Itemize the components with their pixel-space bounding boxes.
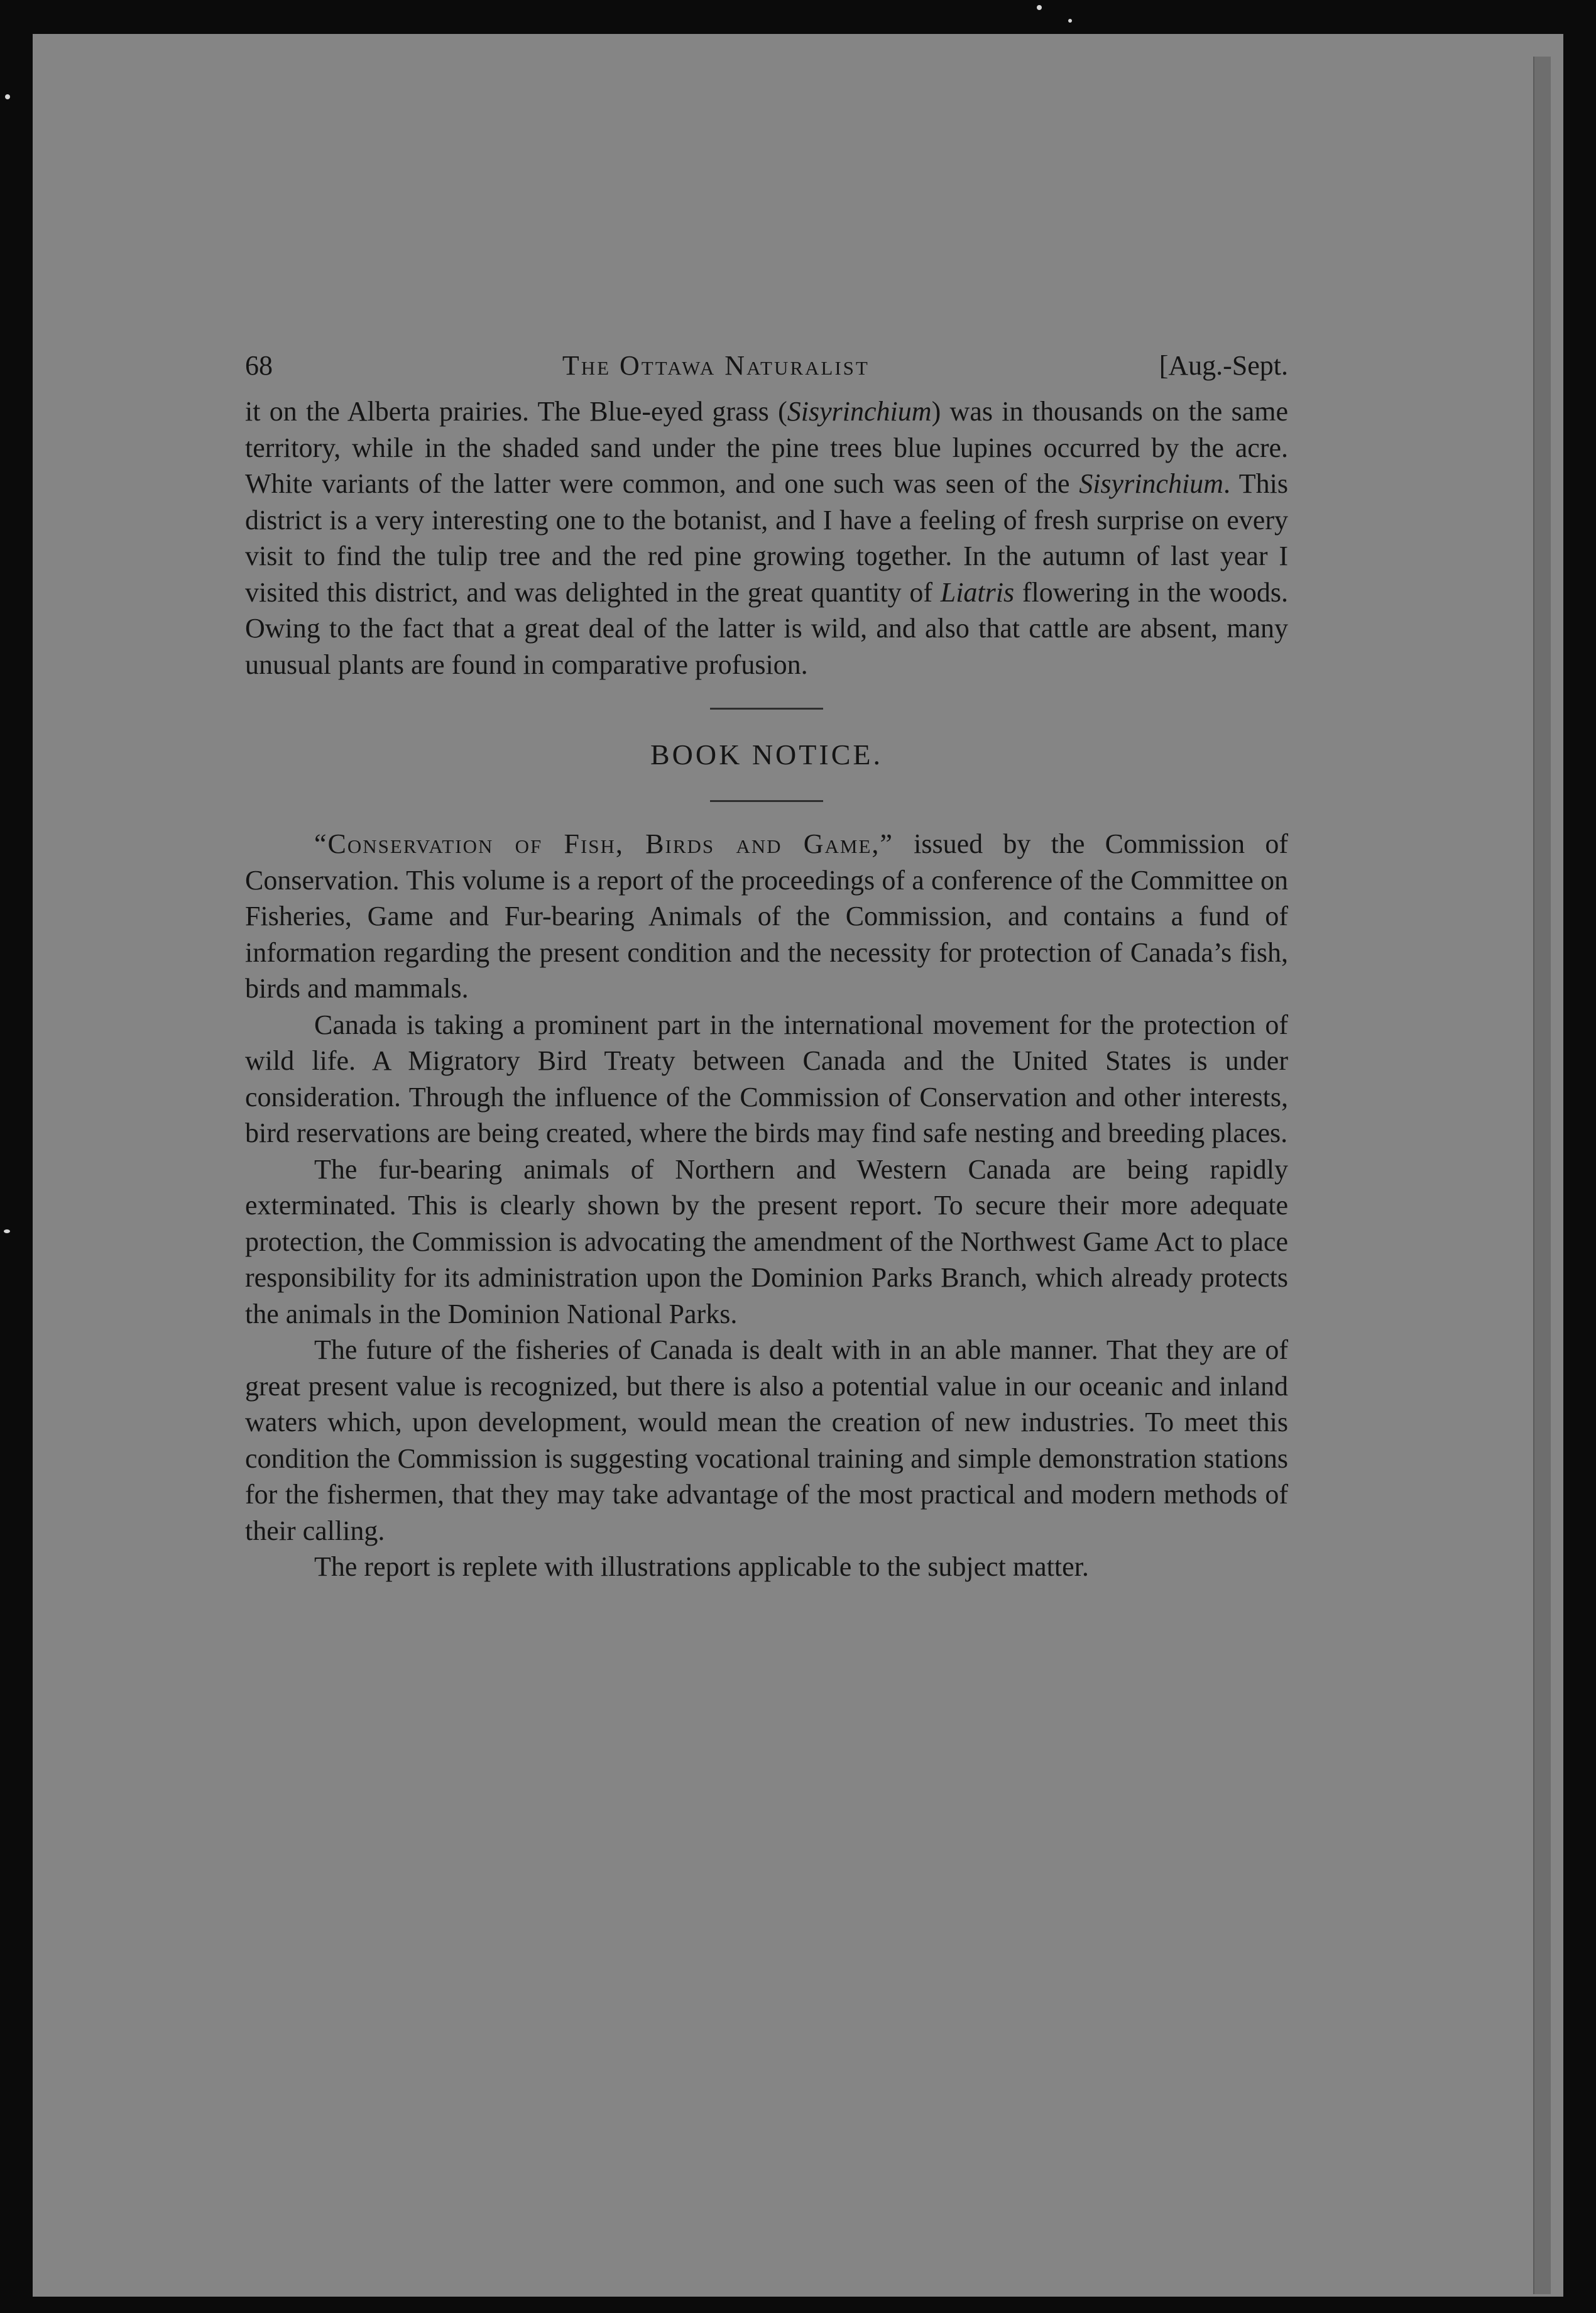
dust-speck bbox=[4, 1229, 10, 1233]
book-notice-paragraph-5: The report is replete with illustrations applicable to the subject matter. bbox=[314, 1551, 1089, 1582]
dust-speck bbox=[1037, 5, 1042, 10]
text-block bbox=[245, 347, 1288, 1585]
running-head bbox=[245, 347, 1288, 385]
dust-speck bbox=[5, 94, 10, 99]
issue-date: [Aug.-Sept. bbox=[1159, 350, 1288, 381]
page-number: 68 bbox=[245, 350, 273, 381]
section-heading: BOOK NOTICE. bbox=[650, 739, 883, 771]
book-notice-paragraph-2: Canada is taking a prominent part in the international movement for the protection of wild life. A Migratory Bird Treaty between Canada and the United States is under consideration. Through the influence of the Commission of Conservation and other interests, bird reservations are being created, where the birds may find safe nesting and breeding places. bbox=[245, 1009, 1288, 1148]
section-divider-top bbox=[710, 708, 823, 710]
dust-speck bbox=[1068, 19, 1072, 23]
journal-title: The Ottawa Naturalist bbox=[562, 350, 870, 381]
page-edge-shadow bbox=[1533, 57, 1551, 2294]
book-notice-paragraph-1: “Conservation of Fish, Birds and Game,” issued by the Commission of Conservation. This volume is a report of the proceedings of a conference of the Committee on Fisheries, Game and Fur-bearing Animals of the Commission, and contains a fund of information regarding the present condition and the necessity for protection of Canada’s fish, birds and mammals. bbox=[245, 828, 1288, 1004]
book-title: “Conservation of Fish, Birds and Game,” bbox=[314, 828, 894, 859]
section-divider-bottom bbox=[710, 800, 823, 802]
book-notice-paragraph-4: The future of the fisheries of Canada is dealt with in an able manner. That they are of great present value is recognized, but there is also a potential value in our oceanic and inland waters which, upon development, would mean the creation of new industries. To meet this condition the Commission is suggesting vocational training and simple demonstration stations for the fishermen, that they may take advantage of the most practical and modern methods of their calling. bbox=[245, 1334, 1288, 1546]
continued-paragraph: it on the Alberta prairies. The Blue-eyed grass (Sisyrinchium) was in thousands on the same territory, while in the shaded sand under the pine trees blue lupines occurred by the acre. White variants of the latter were common, and one such was seen of the Sisyrinchium. This district is a very interesting one to the botanist, and I have a feeling of fresh surprise on every visit to find the tulip tree and the red pine growing together. In the autumn of last year I visited this district, and was delighted in the great quantity of Liatris flowering in the woods. Owing to the fact that a great deal of the latter is wild, and also that cattle are absent, many unusual plants are found in comparative profusion. bbox=[245, 396, 1289, 680]
book-notice-paragraph-3: The fur-bearing animals of Northern and Western Canada are being rapidly exterminated. This is clearly shown by the present report. To secure their more adequate protection, the Commission is advocating the amendment of the Northwest Game Act to place responsibility for its administration upon the Dominion Parks Branch, which already protects the animals in the Dominion National Parks. bbox=[245, 1153, 1288, 1329]
